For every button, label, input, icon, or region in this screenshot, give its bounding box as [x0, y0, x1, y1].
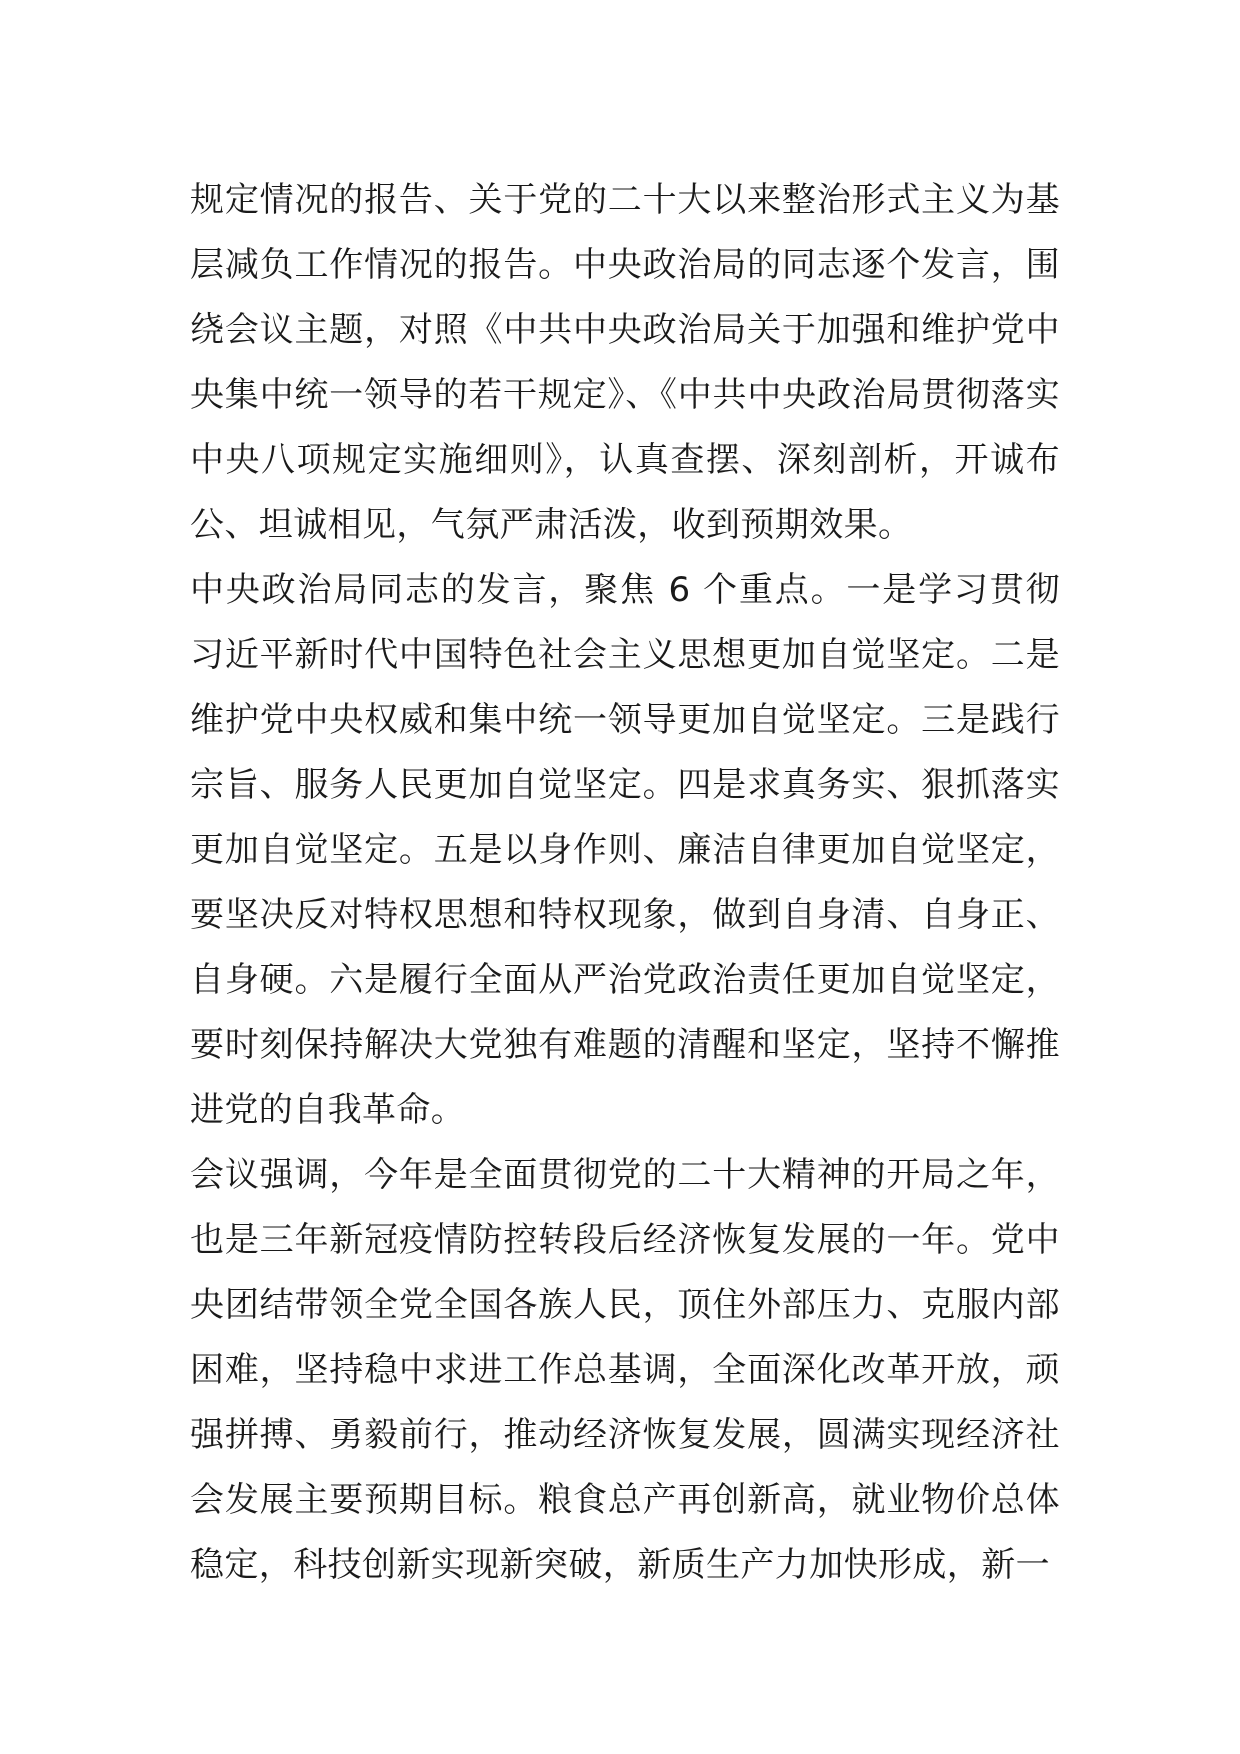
paragraph-1: 规定情况的报告、关于党的二十大以来整治形式主义为基层减负工作情况的报告。中央政治局的同志逐个发言，围绕会议主题，对照《中共中央政治局关于加强和维护党中央集中统一领导的若干规定》、《中共中央政治局贯彻落实中央八项规定实施细则》，认真查摆、深刻剖析，开诚布公、坦诚相见，气氛严肃活泼，收到预期效果。 [190, 180, 1060, 545]
paragraph-2: 中央政治局同志的发言，聚焦 6 个重点。一是学习贯彻习近平新时代中国特色社会主义思想更加自觉坚定。二是维护党中央权威和集中统一领导更加自觉坚定。三是践行宗旨、服务人民更加自觉坚定。四是求真务实、狠抓落实更加自觉坚定。五是以身作则、廉洁自律更加自觉坚定，要坚决反对特权思想和特权现象，做到自身清、自身正、自身硬。六是履行全面从严治党政治责任更加自觉坚定，要时刻保持解决大党独有难题的清醒和坚定，坚持不懈推进党的自我革命。 [190, 570, 1060, 1130]
paragraph-3: 会议强调，今年是全面贯彻党的二十大精神的开局之年，也是三年新冠疫情防控转段后经济恢复发展的一年。党中央团结带领全党全国各族人民，顶住外部压力、克服内部困难，坚持稳中求进工作总基调，全面深化改革开放，顽强拼搏、勇毅前行，推动经济恢复发展，圆满实现经济社会发展主要预期目标。粮食总产再创新高，就业物价总体稳定，科技创新实现新突破，新质生产力加快形成，新一 [190, 1155, 1060, 1585]
document-body [190, 168, 1060, 1598]
